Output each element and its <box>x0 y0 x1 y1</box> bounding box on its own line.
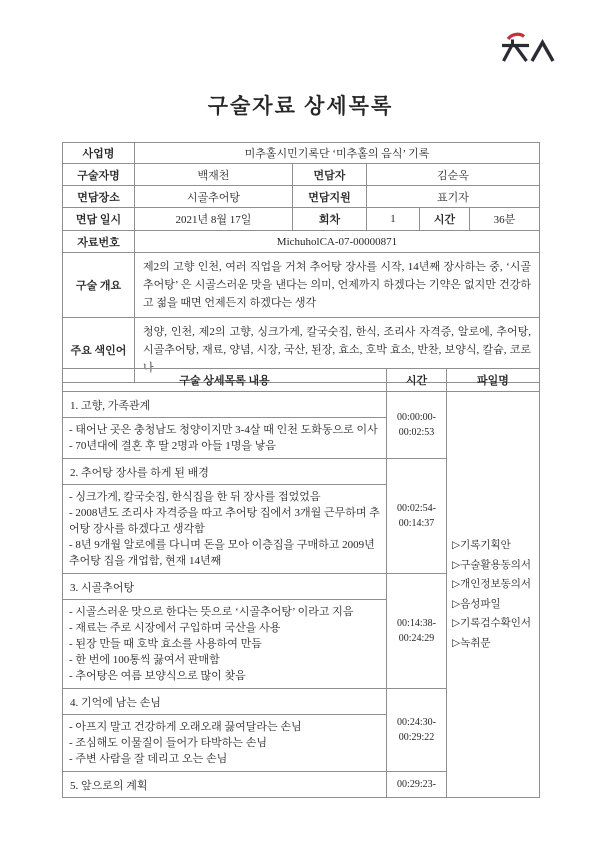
keywords-label: 주요 색인어 <box>63 318 135 383</box>
bullet-item: - 추어탕은 여름 보양식으로 많이 찾음 <box>69 670 246 682</box>
section-4-body <box>63 715 387 772</box>
section-3-title: 3. 시골추어탕 <box>63 574 387 600</box>
file-item: ▷기록기획안 <box>452 540 511 551</box>
summary-value: 제2의 고향 인천, 여러 직업을 거쳐 추어탕 장사를 시작, 14년째 장사하는 중, ‘시골추어탕’ 은 시골스러운 맛을 낸다는 의미, 언제까지 하겠다는 기약은 없지만 건강하고 젊을 때면 언제든지 하겠다는 생각 <box>135 253 540 318</box>
file-item: ▷음성파일 <box>452 598 501 610</box>
narrator-label: 구술자명 <box>63 164 135 186</box>
time-start: 00:02:54- <box>397 503 436 514</box>
section-1-body <box>63 418 387 459</box>
section-5-time <box>387 772 447 798</box>
time-end: 00:29:22 <box>398 732 435 743</box>
bullet-item: - 시골스러운 맛으로 한다는 뜻으로 ‘시골추어탕’ 이라고 지음 <box>69 606 354 618</box>
project-value: 미추홀시민기록단 ‘미추홀의 음식’ 기록 <box>135 143 540 164</box>
bullet-item: - 70년대에 결혼 후 딸 2명과 아들 1명을 낳음 <box>69 440 277 452</box>
detail-table <box>62 368 540 798</box>
logo-glyph <box>499 30 557 66</box>
docno-label: 자료번호 <box>63 231 135 253</box>
bullet-item: - 2008년도 조리사 자격증을 따고 추어탕 집에서 3개월 근무하며 추어탕 장사를 하겠다고 생각함 <box>69 507 380 535</box>
place-label: 면담장소 <box>63 186 135 208</box>
keywords-value: 청양, 인천, 제2의 고향, 싱크가게, 칼국숫집, 한식, 조리사 자격증, 알로에, 추어탕, 시골추어탕, 재료, 양념, 시장, 국산, 된장, 효소, 호박 효소, 반찬, 보양식, 칼슘, 코로나 <box>135 318 540 383</box>
section-1-title: 1. 고향, 가족관계 <box>63 392 387 418</box>
docno-value: MichuholCA-07-00000871 <box>135 231 540 253</box>
bullet-item: - 싱크가게, 칼국숫집, 한식집을 한 뒤 장사를 접었었음 <box>69 491 321 503</box>
support-value: 표기자 <box>367 186 540 208</box>
section-4-title: 4. 기억에 남는 손님 <box>63 689 387 715</box>
narrator-value: 백재천 <box>135 164 293 186</box>
section-2-time <box>387 459 447 574</box>
bullet-item: - 8년 9개월 알로에를 다니며 돈을 모아 이층집을 구매하고 2009년 추어탕 집을 개업함, 현재 14년째 <box>69 539 375 567</box>
interviewer-label: 면담자 <box>293 164 367 186</box>
file-item: ▷녹취문 <box>452 637 491 649</box>
michuhol-logo <box>499 30 557 66</box>
time-start: 00:24:30- <box>397 717 436 728</box>
bullet-item: - 된장 만들 때 호박 효소를 사용하여 만듬 <box>69 638 262 650</box>
section-5-title: 5. 앞으로의 계획 <box>63 772 387 798</box>
bullet-item: - 주변 사람을 잘 데리고 오는 손님 <box>69 753 228 765</box>
project-label: 사업명 <box>63 143 135 164</box>
date-label: 면담 일시 <box>63 208 135 231</box>
time-end: 00:24:29 <box>398 633 435 644</box>
bullet-item: - 조심해도 이물질이 들어가 타박하는 손님 <box>69 737 268 749</box>
section-4-time <box>387 689 447 772</box>
place-value: 시골추어탕 <box>135 186 293 208</box>
round-value: 1 <box>367 208 420 231</box>
time-end: 00:14:37 <box>398 518 435 529</box>
section-2-body <box>63 485 387 574</box>
time-start: 00:29:23- <box>397 779 436 790</box>
time-start: 00:14:38- <box>397 618 436 629</box>
bullet-item: - 한 번에 100통씩 끓여서 판매함 <box>69 654 220 666</box>
files-cell <box>447 392 540 798</box>
summary-label: 구술 개요 <box>63 253 135 318</box>
file-item: ▷기록검수확인서 <box>452 618 532 629</box>
section-2-title: 2. 추어탕 장사를 하게 된 배경 <box>63 459 387 485</box>
duration-value: 36분 <box>470 208 540 231</box>
section-1-time <box>387 392 447 459</box>
support-label: 면담지원 <box>293 186 367 208</box>
time-header: 시간 <box>387 369 447 392</box>
file-item: ▷개인정보동의서 <box>452 579 532 590</box>
info-table <box>62 142 540 383</box>
bullet-item: - 태어난 곳은 충청남도 청양이지만 3-4살 때 인천 도화동으로 이사 <box>69 424 378 436</box>
bullet-item: - 아프지 말고 건강하게 오래오래 끓여달라는 손님 <box>69 721 302 733</box>
duration-label: 시간 <box>420 208 470 231</box>
interviewer-value: 김순옥 <box>367 164 540 186</box>
time-start: 00:00:00- <box>397 412 436 423</box>
section-3-body <box>63 600 387 689</box>
page-title: 구술자료 상세목록 <box>207 94 394 118</box>
round-label: 회차 <box>293 208 367 231</box>
time-end: 00:02:53 <box>398 427 435 438</box>
file-header: 파일명 <box>447 369 540 392</box>
bullet-item: - 재료는 주로 시장에서 구입하며 국산을 사용 <box>69 622 281 634</box>
section-3-time <box>387 574 447 689</box>
file-item: ▷구술활용동의서 <box>452 559 532 571</box>
date-value: 2021년 8월 17일 <box>135 208 293 231</box>
content-header: 구술 상세목록 내용 <box>63 369 387 392</box>
